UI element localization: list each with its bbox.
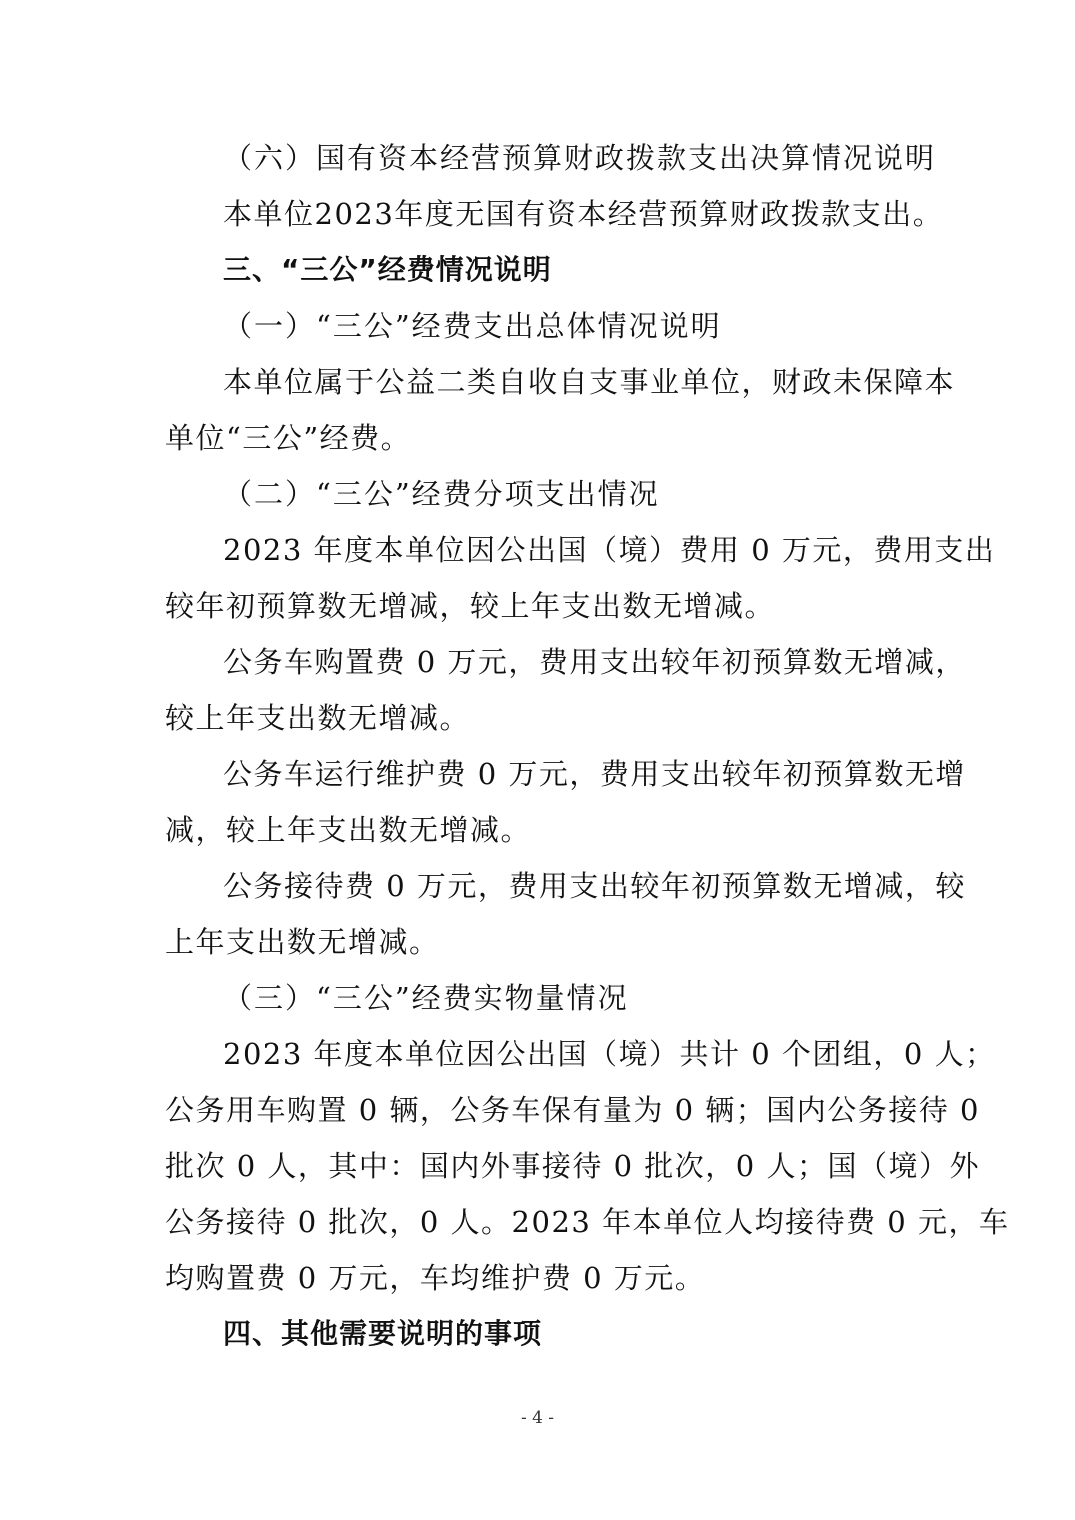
paragraph-line: 上年支出数无增减。 <box>165 925 440 959</box>
subsection-heading-1: （一）“三公”经费支出总体情况说明 <box>223 309 722 343</box>
paragraph-line: 减，较上年支出数无增减。 <box>165 813 532 847</box>
paragraph-line: 2023 年度本单位因公出国（境）共计 0 个团组，0 人； <box>223 1037 996 1071</box>
paragraph-line: 公务接待 0 批次，0 人。2023 年本单位人均接待费 0 元，车 <box>165 1205 1010 1239</box>
paragraph-line: 较上年支出数无增减。 <box>165 701 471 735</box>
paragraph-line: 本单位属于公益二类自收自支事业单位，财政未保障本 <box>223 365 956 399</box>
paragraph-line: 公务接待费 0 万元，费用支出较年初预算数无增减，较 <box>223 869 966 903</box>
paragraph-line: 批次 0 人，其中：国内外事接待 0 批次，0 人；国（境）外 <box>165 1149 980 1183</box>
paragraph-line: 公务车购置费 0 万元，费用支出较年初预算数无增减， <box>223 645 966 679</box>
section-heading-3: 三、“三公”经费情况说明 <box>223 253 552 286</box>
page-number: - 4 - <box>520 1408 555 1428</box>
paragraph-line: 较年初预算数无增减，较上年支出数无增减。 <box>165 589 776 623</box>
paragraph-line: 2023 年度本单位因公出国（境）费用 0 万元，费用支出 <box>223 533 996 567</box>
subsection-heading-6: （六）国有资本经营预算财政拨款支出决算情况说明 <box>223 141 937 175</box>
subsection-heading-3: （三）“三公”经费实物量情况 <box>223 981 629 1015</box>
paragraph-line: 单位“三公”经费。 <box>165 421 412 455</box>
subsection-heading-2: （二）“三公”经费分项支出情况 <box>223 477 660 511</box>
section-heading-4: 四、其他需要说明的事项 <box>223 1317 543 1350</box>
paragraph-line: 公务车运行维护费 0 万元，费用支出较年初预算数无增 <box>223 757 966 791</box>
paragraph-line: 均购置费 0 万元，车均维护费 0 万元。 <box>165 1261 706 1295</box>
document-body <box>165 130 1010 1362</box>
paragraph-line: 公务用车购置 0 辆，公务车保有量为 0 辆；国内公务接待 0 <box>165 1093 980 1127</box>
paragraph-line: 本单位2023年度无国有资本经营预算财政拨款支出。 <box>223 197 944 231</box>
